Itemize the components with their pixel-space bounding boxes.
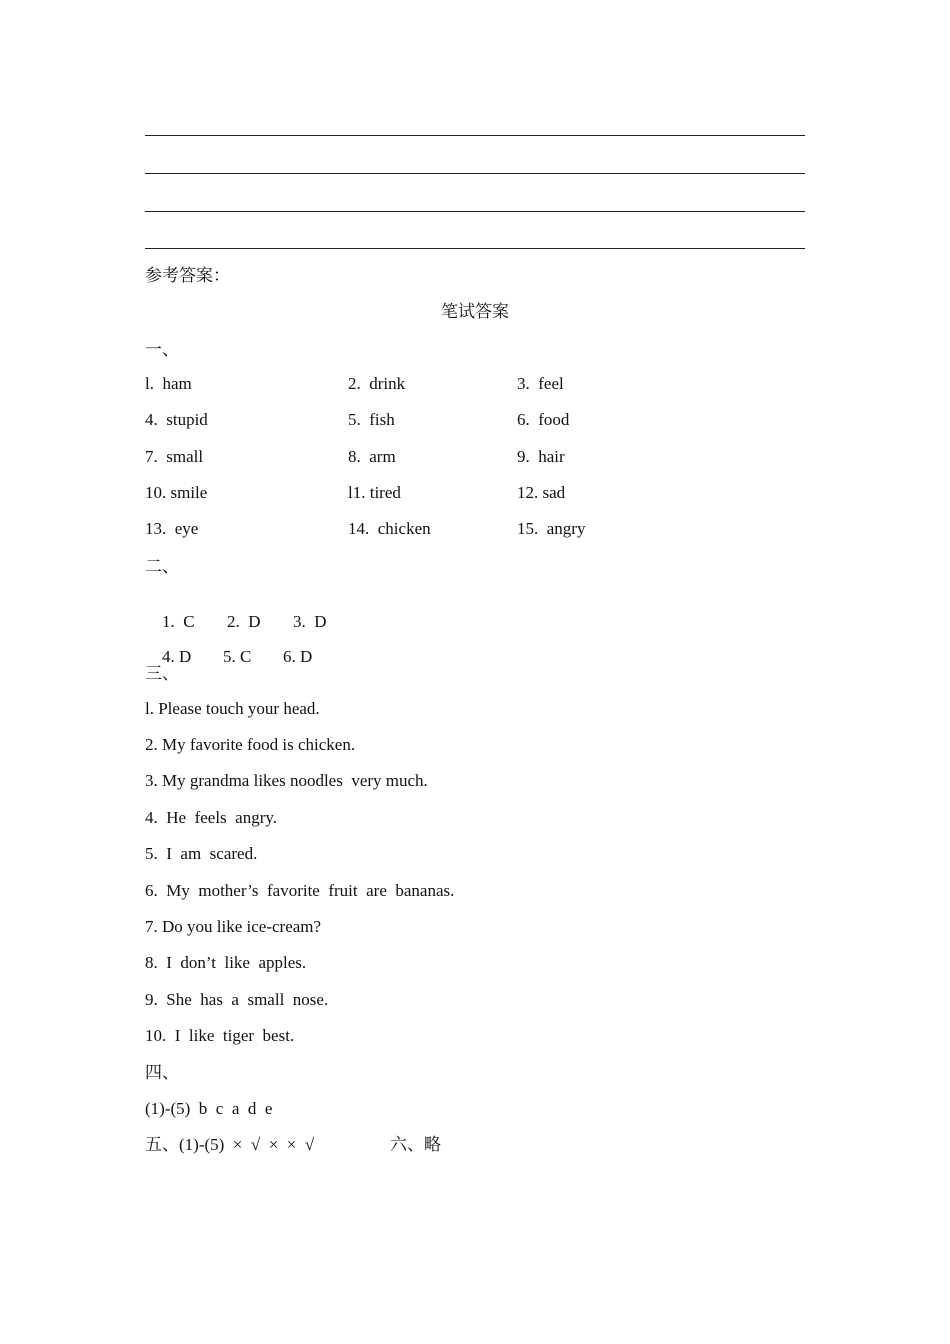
vocab-answer: l1. tired xyxy=(348,483,401,502)
vocab-answer: 8. arm xyxy=(348,447,396,466)
written-answers-title: 笔试答案 xyxy=(441,302,509,321)
vocab-answer: 4. stupid xyxy=(145,410,208,429)
answer-heading: 参考答案： xyxy=(145,266,230,285)
vocab-answer: 13. eye xyxy=(145,519,199,538)
writing-line xyxy=(145,211,805,212)
section5-answer: 五、(1)-(5) × √ × × √ xyxy=(145,1135,315,1154)
section1-label: 一、 xyxy=(145,340,179,359)
choice-answer: 5. C xyxy=(223,647,252,666)
vocab-answer: 12. sad xyxy=(517,483,566,502)
vocab-answer: 2. drink xyxy=(348,374,406,393)
sentence-answer: 6. My mother’s favorite fruit are bananas. xyxy=(145,881,455,900)
vocab-answer: 15. angry xyxy=(517,519,586,538)
sentence-answer: 10. I like tiger best. xyxy=(145,1026,295,1045)
vocab-answer: 9. hair xyxy=(517,447,565,466)
vocab-row xyxy=(0,410,950,432)
writing-line xyxy=(145,248,805,249)
sentence-answer: 7. Do you like ice-cream? xyxy=(145,917,322,936)
section4-label: 四、 xyxy=(145,1063,179,1082)
choice-answer: 1. C xyxy=(162,612,195,631)
vocab-answer: 10. smile xyxy=(145,483,208,502)
sentence-answer: 3. My grandma likes noodles very much. xyxy=(145,771,428,790)
section6-answer: 六、略 xyxy=(390,1135,441,1154)
sentence-answer: 5. I am scared. xyxy=(145,844,258,863)
sentence-answer: 9. She has a small nose. xyxy=(145,990,329,1009)
vocab-row xyxy=(0,447,950,469)
sentence-answer: l. Please touch your head. xyxy=(145,699,320,718)
sentence-answer: 4. He feels angry. xyxy=(145,808,278,827)
vocab-answer: 7. small xyxy=(145,447,204,466)
vocab-answer: l. ham xyxy=(145,374,192,393)
choice-answer: 4. D xyxy=(162,647,192,666)
sentence-answer: 8. I don’t like apples. xyxy=(145,953,307,972)
vocab-row xyxy=(0,519,950,541)
vocab-answer: 3. feel xyxy=(517,374,564,393)
vocab-row xyxy=(0,374,950,396)
section3-label: 三、 xyxy=(145,664,179,683)
vocab-answer: 6. food xyxy=(517,410,570,429)
writing-line xyxy=(145,173,805,174)
ordering-answer: (1)-(5) b c a d e xyxy=(145,1099,273,1118)
section2-label: 二、 xyxy=(145,557,179,576)
sentence-answer: 2. My favorite food is chicken. xyxy=(145,735,356,754)
choice-answer: 2. D xyxy=(227,612,261,631)
choice-answer: 3. D xyxy=(293,612,327,631)
vocab-answer: 14. chicken xyxy=(348,519,431,538)
vocab-answer: 5. fish xyxy=(348,410,395,429)
vocab-row xyxy=(0,483,950,505)
writing-line xyxy=(145,135,805,136)
choice-answer: 6. D xyxy=(283,647,313,666)
